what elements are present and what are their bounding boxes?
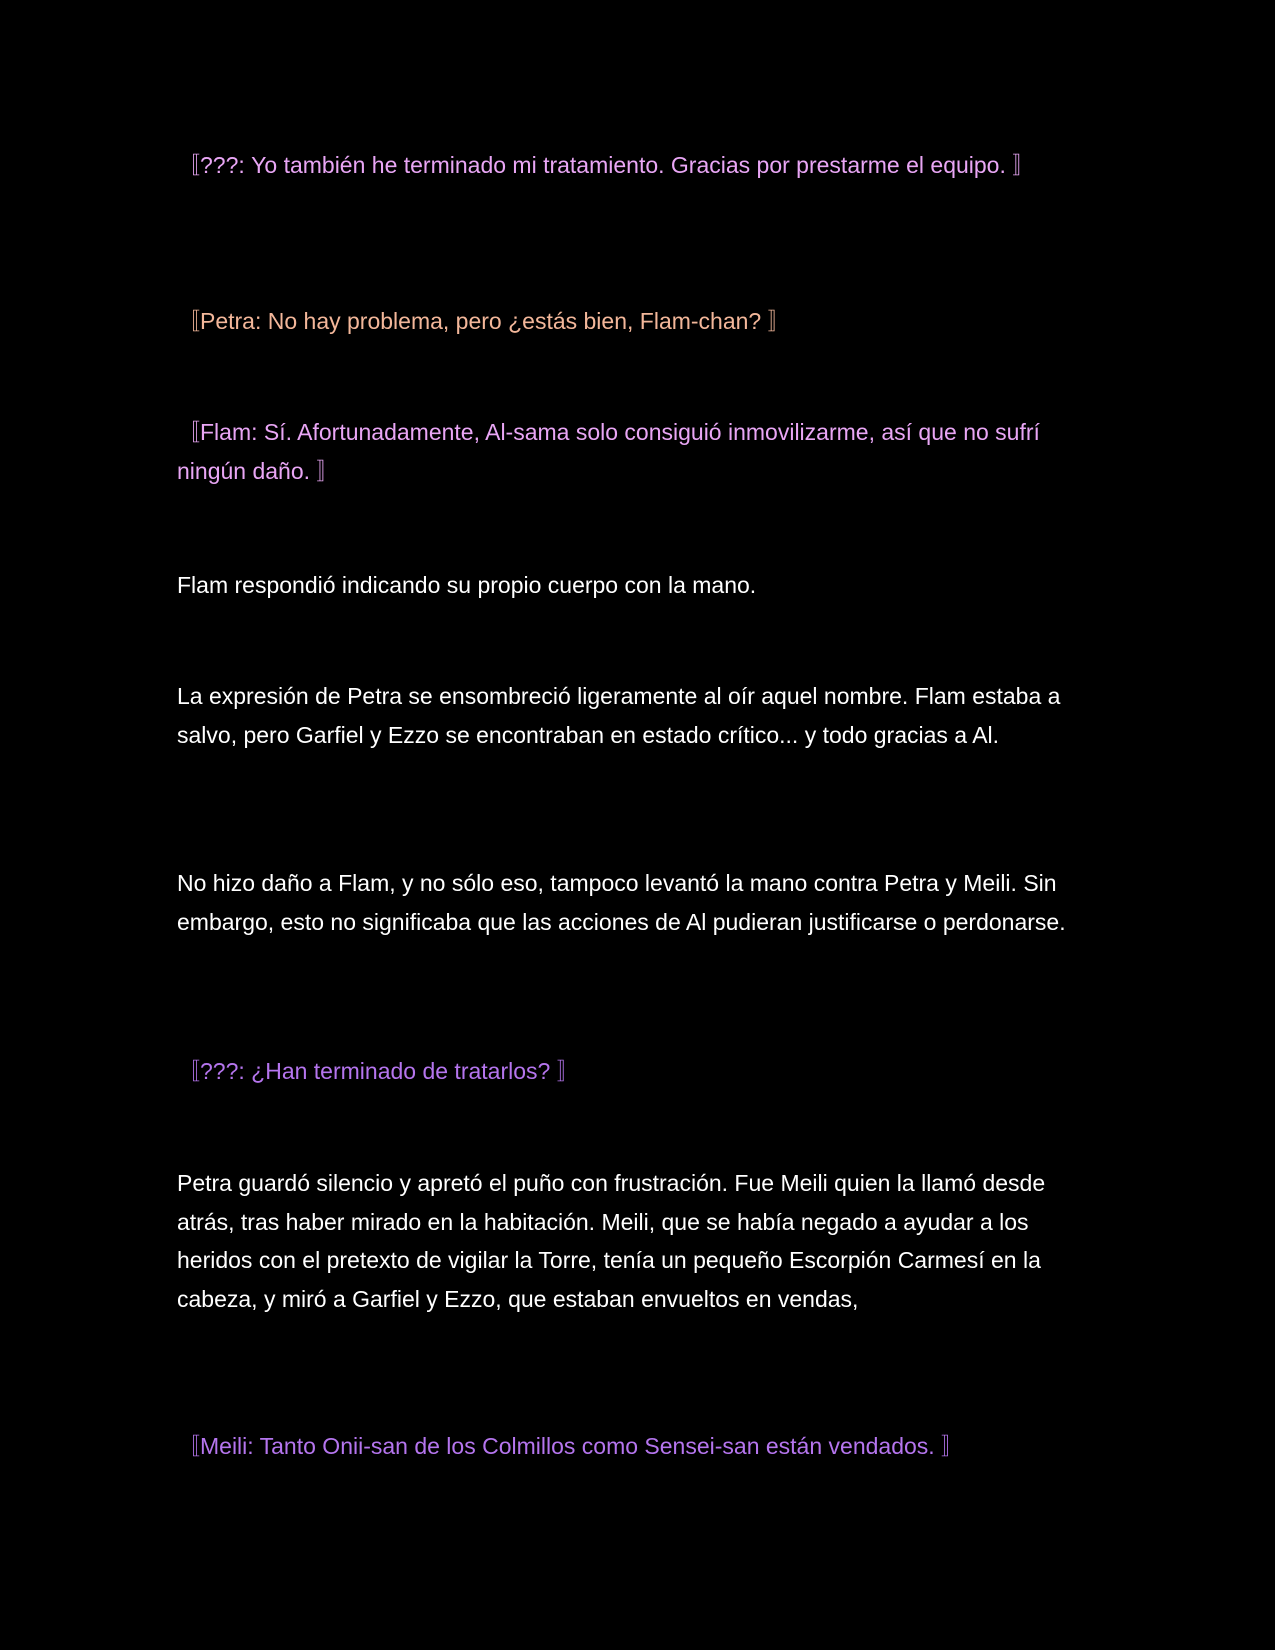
dialogue-flam: 〚Flam: Sí. Afortunadamente, Al-sama solo consiguió inmovilizarme, así que no sufrí ningún daño. 〛 (177, 419, 1040, 484)
narration-paragraph: Petra guardó silencio y apretó el puño con frustración. Fue Meili quien la llamó desde atrás, tras haber mirado en la habitación. Meili, que se había negado a ayudar a los heridos con el pretexto de vigilar la Torre, tenía un pequeño Escorpión Carmesí en la cabeza, y miró a Garfiel y Ezzo, que estaban envueltos en vendas, (177, 1170, 1046, 1312)
dialogue-petra: 〚Petra: No hay problema, pero ¿estás bien, Flam-chan? 〛 (177, 308, 791, 334)
narration-paragraph: No hizo daño a Flam, y no sólo eso, tampoco levantó la mano contra Petra y Meili. Sin embargo, esto no significaba que las acciones de Al pudieran justificarse o perdonarse. (177, 870, 1066, 935)
dialogue-meili: 〚Meili: Tanto Onii-san de los Colmillos como Sensei-san están vendados. 〛 (177, 1433, 965, 1459)
narration-paragraph: La expresión de Petra se ensombreció ligeramente al oír aquel nombre. Flam estaba a salvo, pero Garfiel y Ezzo se encontraban en estado crítico... y todo gracias a Al. (177, 683, 1061, 748)
dialogue-unknown-speaker: 〚???: ¿Han terminado de tratarlos? 〛 (177, 1058, 580, 1084)
narration-paragraph: Flam respondió indicando su propio cuerpo con la mano. (177, 572, 757, 598)
dialogue-unknown-speaker: 〚???: Yo también he terminado mi tratamiento. Gracias por prestarme el equipo. 〛 (177, 152, 1036, 178)
